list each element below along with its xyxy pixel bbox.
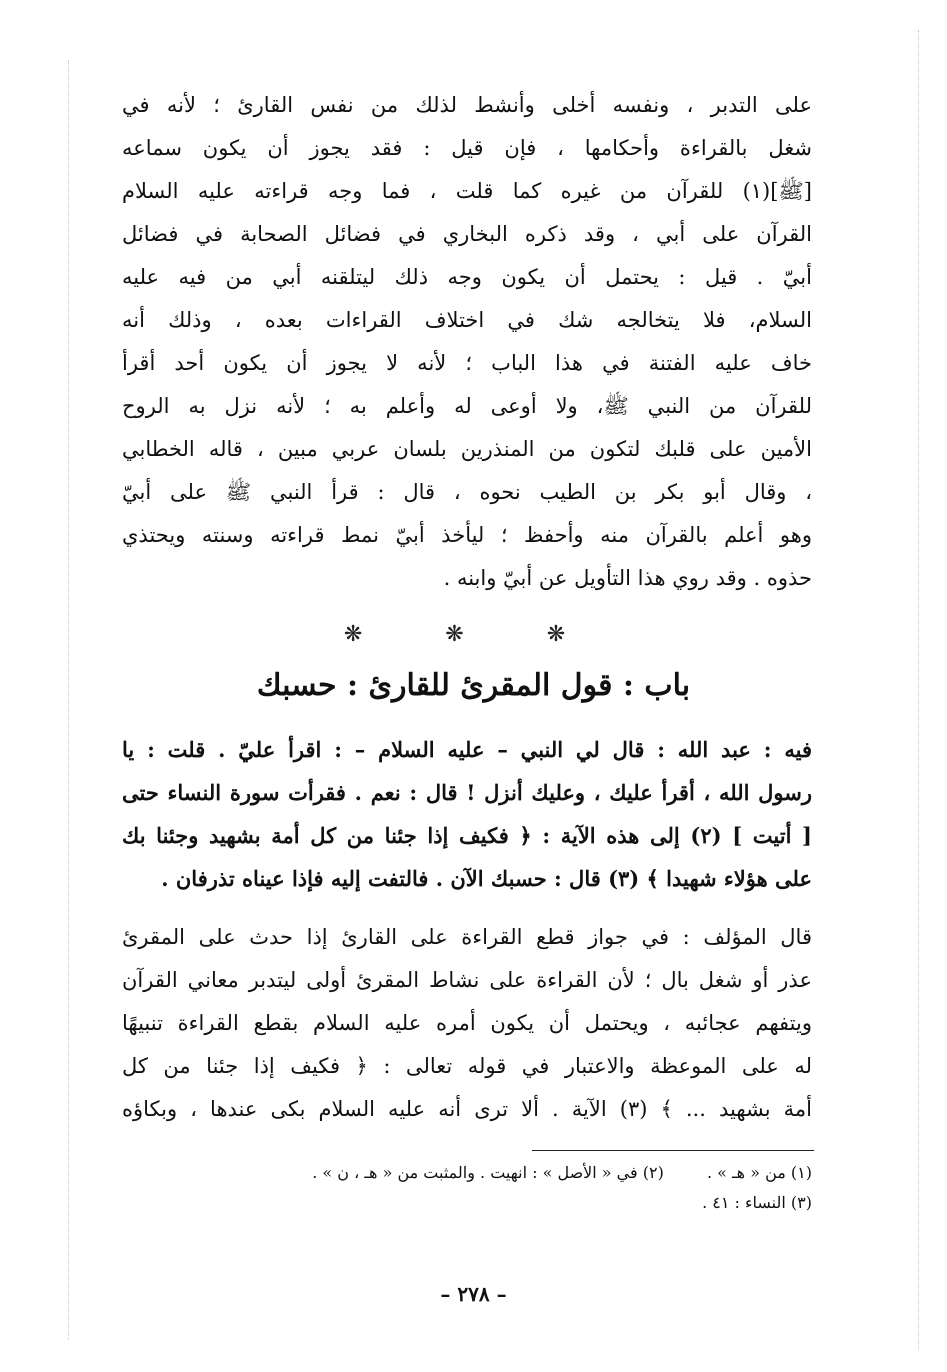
text-line: عذر أو شغل بال ؛ لأن القراءة على نشاط المقرئ أولى ليتدبر معاني القرآن	[122, 968, 812, 992]
footnotes	[140, 1158, 812, 1218]
text-line: أبيّ . قيل : يحتمل أن يكون وجه ذلك ليتلقنه أبي من فيه عليه	[122, 265, 812, 289]
text-line: له على الموعظة والاعتبار في قوله تعالى : ﴿ فكيف إذا جئنا من كل	[122, 1054, 812, 1078]
footnote-divider	[532, 1150, 814, 1151]
text-line: فيه : عبد الله : قال لي النبي – عليه السلام – : اقرأ عليّ . قلت : يا	[122, 737, 812, 762]
text-line: السلام، فلا يتخالجه شك في اختلاف القراءات بعده ، وذلك أنه	[122, 308, 812, 332]
footnote-row	[140, 1158, 812, 1188]
page-number: – ٢٧٨ –	[440, 1282, 507, 1306]
text-line: ويتفهم عجائبه ، ويحتمل أن يكون أمره عليه السلام بقطع القراءة تنبيهًا	[122, 1011, 812, 1035]
text-line: قال المؤلف : في جواز قطع القراءة على القارئ إذا حدث على المقرئ	[122, 925, 812, 949]
footnote-2: (٢) في « الأصل » : انهيت . والمثبت من « هـ ، ن » .	[312, 1163, 664, 1182]
chapter-heading: باب : قول المقرئ للقارئ : حسبك	[256, 668, 691, 703]
footnote-3: (٣) النساء : ٤١ .	[702, 1193, 812, 1212]
text-line: على هؤلاء شهيدا ﴾ (٣) قال : حسبك الآن . فالتفت إليه فإذا عيناه تذرفان .	[161, 866, 812, 891]
author-commentary	[122, 916, 812, 1131]
text-line: رسول الله ، أقرأ عليك ، وعليك أنزل ! قال : نعم . فقرأت سورة النساء حتى	[122, 780, 812, 805]
text-line: [ﷺ](١) للقرآن من غيره كما قلت ، فما وجه قراءته عليه السلام	[122, 179, 812, 203]
text-line: للقرآن من النبي ﷺ، ولا أوعى له وأعلم به ؛ لأنه نزل به الروح	[122, 394, 812, 418]
text-line: أمة بشهيد ... ﴾ (٣) الآية . ألا ترى أنه عليه السلام بكى عندها ، وبكاؤه	[122, 1097, 812, 1121]
text-line: ، وقال أبو بكر بن الطيب نحوه ، قال : قرأ النبي ﷺ على أبيّ	[122, 480, 812, 504]
text-line: شغل بالقراءة وأحكامها ، فإن قيل : فقد يجوز أن يكون سماعه	[122, 136, 812, 160]
text-line: وهو أعلم بالقرآن منه وأحفظ ؛ ليأخذ أبيّ نمط قراءته وسنته ويحتذي	[122, 523, 812, 547]
hadith-paragraph	[122, 728, 812, 900]
text-line: [ أتيت ] (٢) إلى هذه الآية : ﴿ فكيف إذا جئنا من كل أمة بشهيد وجئنا بك	[122, 823, 812, 848]
section-separator: ❋ ❋ ❋	[343, 622, 604, 647]
text-line: القرآن على أبي ، وقد ذكره البخاري في فضائل الصحابة في فضائل	[122, 222, 812, 246]
top-paragraph	[122, 84, 812, 600]
footnote-1: (١) من « هـ » .	[706, 1163, 812, 1182]
text-line: على التدبر ، ونفسه أخلى وأنشط لذلك من نفس القارئ ؛ لأنه في	[122, 93, 812, 117]
text-line: الأمين على قلبك لتكون من المنذرين بلسان عربي مبين ، قاله الخطابي	[122, 437, 812, 461]
text-line: حذوه . وقد روي هذا التأويل عن أبيّ وابنه .	[443, 566, 812, 590]
text-line: خاف عليه الفتنة في هذا الباب ؛ لأنه لا يجوز أن يكون أحد أقرأ	[122, 351, 812, 375]
